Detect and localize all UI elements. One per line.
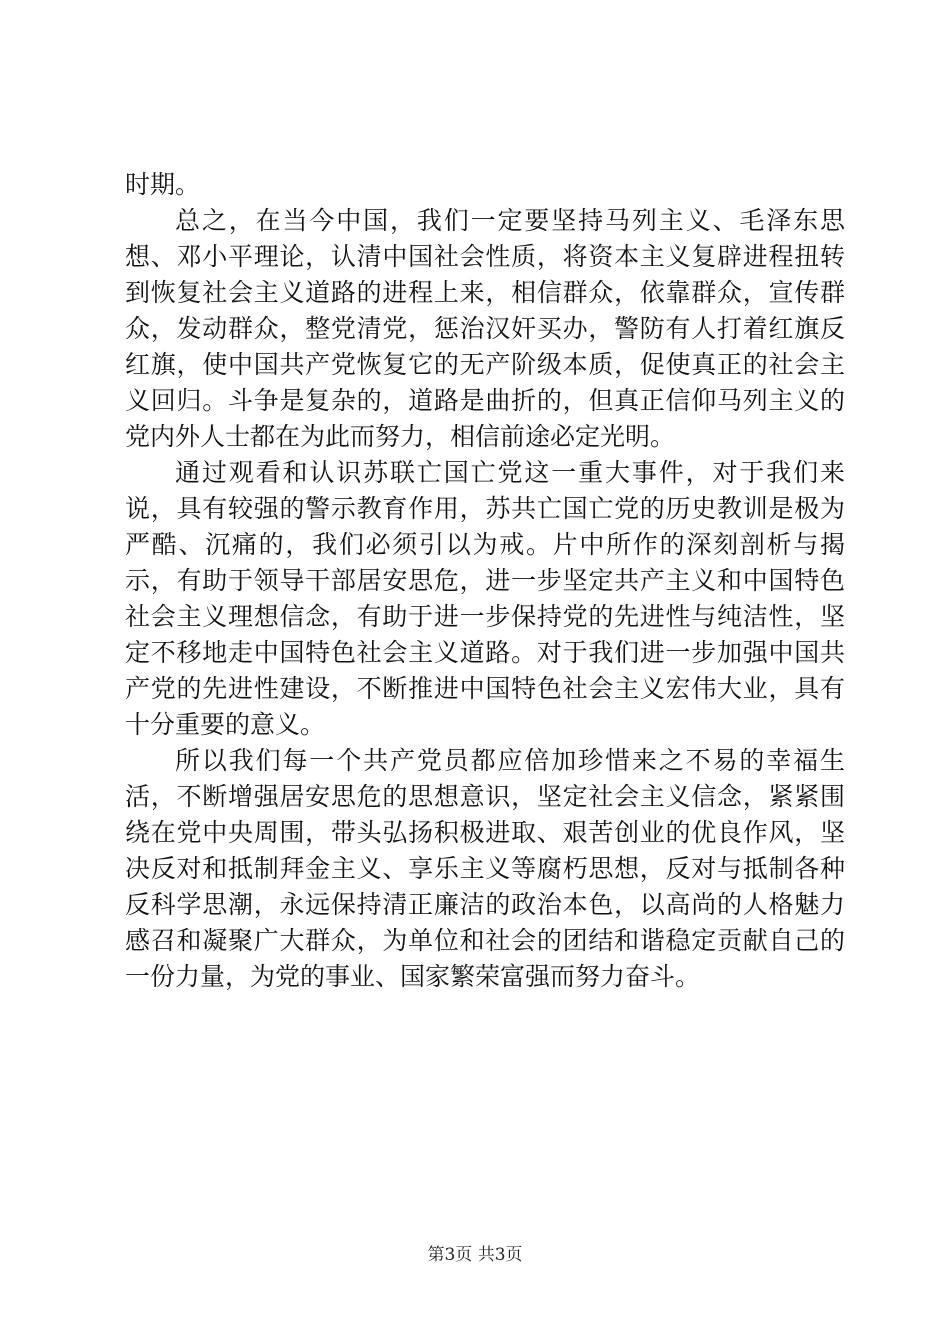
paragraph-summary: 总之，在当今中国，我们一定要坚持马列主义、毛泽东思想、邓小平理论，认清中国社会性质，将资本主义复辟进程扭转到恢复社会主义道路的进程上来，相信群众，依靠群众，宣传群众，发动群众，整党清党，惩治汉奸买办，警防有人打着红旗反红旗，使中国共产党恢复它的无产阶级本质，促使真正的社会主义回归。斗争是复杂的，道路是曲折的，但真正信仰马列主义的党内外人士都在为此而努力，相信前途必定光明。 <box>125 206 845 451</box>
body-text <box>125 167 845 995</box>
paragraph-lesson: 通过观看和认识苏联亡国亡党这一重大事件，对于我们来说，具有较强的警示教育作用，苏共亡国亡党的历史教训是极为严酷、沉痛的，我们必须引以为戒。片中所作的深刻剖析与揭示，有助于领导干部居安思危，进一步坚定共产主义和中国特色社会主义理想信念，有助于进一步保持党的先进性与纯洁性，坚定不移地走中国特色社会主义道路。对于我们进一步加强中国共产党的先进性建设，不断推进中国特色社会主义宏伟大业，具有十分重要的意义。 <box>125 458 845 739</box>
page-number-footer: 第3页 共3页 <box>427 1245 523 1265</box>
paragraph-continuation: 时期。 <box>125 170 201 199</box>
paragraph-conclusion: 所以我们每一个共产党员都应倍加珍惜来之不易的幸福生活，不断增强居安思危的思想意识，坚定社会主义信念，紧紧围绕在党中央周围，带头弘扬积极进取、艰苦创业的优良作风，坚决反对和抵制拜金主义、享乐主义等腐朽思想，反对与抵制各种反科学思潮，永远保持清正廉洁的政治本色，以高尚的人格魅力感召和凝聚广大群众，为单位和社会的团结和谐稳定贡献自己的一份力量，为党的事业、国家繁荣富强而努力奋斗。 <box>125 746 845 991</box>
